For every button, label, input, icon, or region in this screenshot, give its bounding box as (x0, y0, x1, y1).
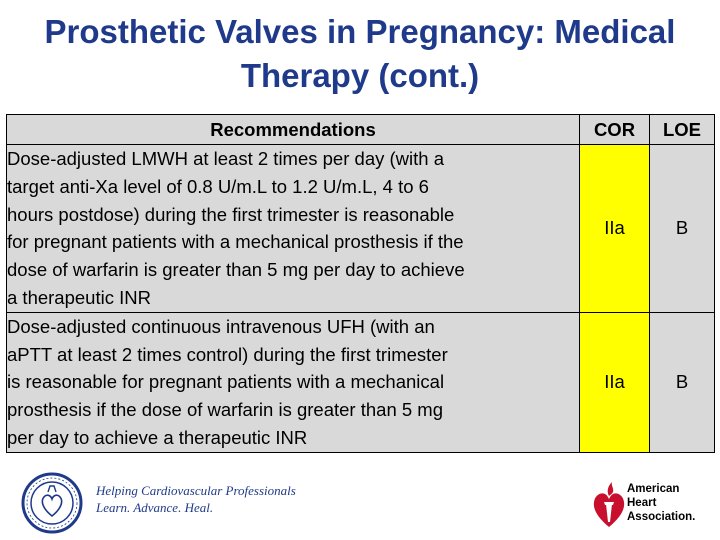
text-line: per day to achieve a therapeutic INR (7, 426, 308, 448)
table-row (7, 145, 715, 313)
aha-heart-torch-icon (592, 480, 626, 528)
slide-title (0, 10, 720, 98)
slide-title-line-1: Prosthetic Valves in Pregnancy: Medical (44, 13, 676, 50)
acc-tagline-line-2: Learn. Advance. Heal. (96, 500, 214, 515)
text-line: aPTT at least 2 times control) during the first trimester (7, 343, 448, 365)
header-loe: LOE (650, 115, 715, 145)
header-recommendations: Recommendations (7, 115, 580, 145)
text-line: prosthesis if the dose of warfarin is greater than 5 mg (7, 399, 443, 421)
aha-wordmark-line-1: American (627, 483, 680, 495)
text-line: a therapeutic INR (7, 286, 151, 308)
recommendation-text (7, 145, 580, 313)
acc-seal-logo-icon (20, 472, 84, 534)
text-line: target anti-Xa level of 0.8 U/m.L to 1.2 U/m.L, 4 to 6 (7, 175, 429, 197)
text-line: dose of warfarin is greater than 5 mg per day to achieve (7, 259, 465, 281)
text-line: Dose-adjusted LMWH at least 2 times per day (with a (7, 148, 444, 169)
aha-wordmark-line-2: Heart (627, 497, 657, 509)
acc-tagline (96, 482, 296, 516)
text-line: Dose-adjusted continuous intravenous UFH (with an (7, 315, 435, 337)
slide-title-line-2: Therapy (cont.) (240, 57, 480, 94)
text-line: for pregnant patients with a mechanical prosthesis if the (7, 231, 464, 253)
acc-tagline-line-1: Helping Cardiovascular Professionals (96, 483, 296, 498)
loe-value: B (650, 145, 715, 313)
table-row (7, 312, 715, 452)
text-line: is reasonable for pregnant patients with a mechanical (7, 371, 445, 393)
recommendations-table (6, 114, 715, 453)
table-header-row (7, 115, 715, 145)
loe-value: B (650, 312, 715, 452)
header-cor: COR (580, 115, 650, 145)
cor-value: IIa (580, 312, 650, 452)
aha-wordmark (627, 482, 695, 524)
cor-value: IIa (580, 145, 650, 313)
recommendation-text (7, 312, 580, 452)
text-line: hours postdose) during the first trimester is reasonable (7, 203, 455, 225)
aha-wordmark-line-3: Association. (627, 511, 696, 523)
